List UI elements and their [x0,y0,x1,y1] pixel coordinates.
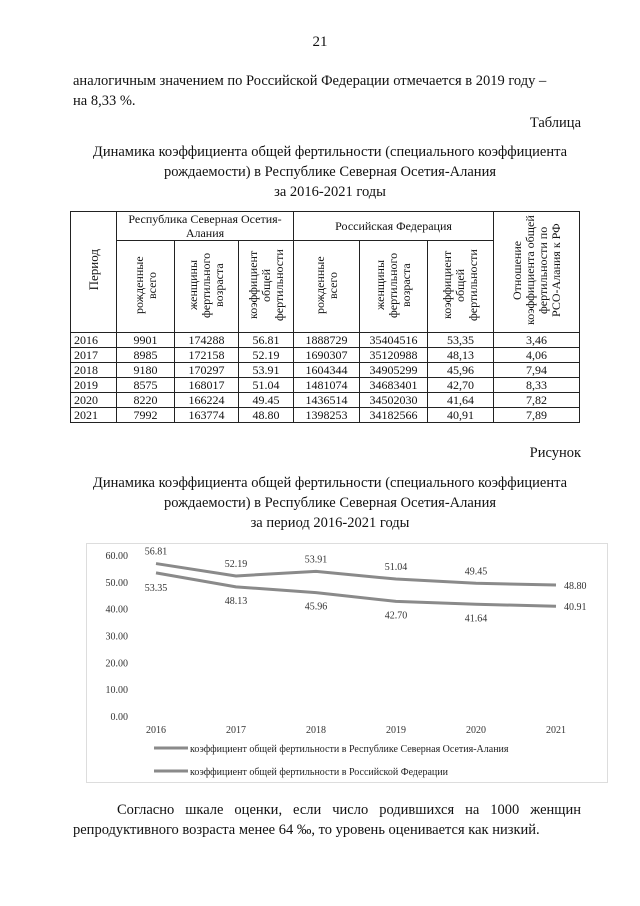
figure-title-line-1: Динамика коэффициента общей фертильности (специального коэффициента [92,475,568,491]
data-label: 52.19 [224,558,248,570]
cell-rso-women: 168017 [175,378,239,393]
table-row [71,393,580,408]
cell-ratio: 3,46 [494,333,580,348]
header-rf-coef: коэффициент общей фертильности [428,241,494,333]
y-tick-label: 60.00 [105,551,128,562]
header-ratio: Отношение коэффициента общей фертильности по РСО-Алания к РФ [494,212,580,333]
data-label: 53.91 [304,554,328,566]
data-label: 42.70 [384,610,408,622]
cell-rf-women: 34502030 [360,393,428,408]
x-tick-label: 2019 [386,725,406,736]
data-label: 51.04 [384,562,408,574]
cell-rf-births: 1436514 [294,393,360,408]
cell-rso-coef: 52.19 [239,348,294,363]
cell-rf-births: 1481074 [294,378,360,393]
table-row [71,348,580,363]
cell-rso-coef: 48.80 [239,408,294,423]
data-label: 41.64 [464,613,488,625]
cell-rso-coef: 53.91 [239,363,294,378]
cell-rf-coef: 41,64 [428,393,494,408]
header-period: Период [71,212,117,333]
cell-ratio: 4,06 [494,348,580,363]
header-rso-births: рожденные всего [117,241,175,333]
data-label: 40.91 [564,602,587,614]
cell-rso-coef: 49.45 [239,393,294,408]
table-row [71,363,580,378]
cell-rso-women: 170297 [175,363,239,378]
cell-rf-coef: 53,35 [428,333,494,348]
table-row [71,378,580,393]
cell-rf-births: 1690307 [294,348,360,363]
cell-year: 2019 [71,378,117,393]
cell-rf-women: 34905299 [360,363,428,378]
legend-label: коэффициент общей фертильности в Российской Федерации [190,767,448,778]
cell-rso-births: 9901 [117,333,175,348]
data-label: 49.45 [464,566,488,578]
cell-rso-women: 174288 [175,333,239,348]
cell-rso-coef: 51.04 [239,378,294,393]
cell-rf-births: 1398253 [294,408,360,423]
x-tick-label: 2018 [306,725,326,736]
cell-rf-coef: 45,96 [428,363,494,378]
cell-rf-coef: 48,13 [428,348,494,363]
figure-title-line-3: за период 2016-2021 годы [250,515,410,531]
data-label: 48.13 [224,595,248,607]
legend-label: коэффициент общей фертильности в Республике Северная Осетия-Алания [190,744,509,755]
table-row [71,408,580,423]
table-body [71,333,580,423]
cell-rf-women: 35404516 [360,333,428,348]
y-tick-label: 0.00 [110,712,128,723]
data-label: 45.96 [304,601,328,613]
cell-ratio: 7,82 [494,393,580,408]
x-tick-label: 2021 [546,725,566,736]
table-row [71,333,580,348]
header-rso-group: Республика Северная Осетия-Алания [117,212,294,241]
cell-rf-women: 35120988 [360,348,428,363]
cell-rso-births: 7992 [117,408,175,423]
cell-year: 2016 [71,333,117,348]
page-number: 21 [312,34,328,50]
table-title-line-1: Динамика коэффициента общей фертильности (специального коэффициента [92,144,568,160]
x-tick-label: 2017 [226,725,246,736]
cell-rso-births: 8575 [117,378,175,393]
header-rf-group: Российская Федерация [294,212,494,241]
data-label: 56.81 [144,546,168,558]
header-rso-women: женщины фертильного возраста [175,241,239,333]
y-tick-label: 20.00 [105,658,128,670]
cell-rso-women: 166224 [175,393,239,408]
cell-ratio: 7,94 [494,363,580,378]
cell-rf-births: 1604344 [294,363,360,378]
intro-line-1: аналогичным значением по Российской Федерации отмечается в 2019 году – [73,73,547,89]
cell-rf-births: 1888729 [294,333,360,348]
cell-rso-births: 9180 [117,363,175,378]
cell-year: 2020 [71,393,117,408]
header-rf-births: рожденные всего [294,241,360,333]
cell-ratio: 7,89 [494,408,580,423]
cell-ratio: 8,33 [494,378,580,393]
conclusion-line-2: репродуктивного возраста менее 64 ‰, то уровень оценивается как низкий. [73,822,540,838]
y-tick-label: 40.00 [105,604,128,616]
intro-line-2: на 8,33 %. [73,93,136,109]
figure-title-line-2: рождаемости) в Республике Северная Осетия-Алания [164,495,496,511]
y-tick-label: 50.00 [105,577,128,589]
figure-label: Рисунок [529,445,581,461]
cell-rso-women: 172158 [175,348,239,363]
table-title-line-2: рождаемости) в Республике Северная Осетия-Алания [164,164,496,180]
fertility-line-chart [86,543,608,783]
cell-rso-births: 8220 [117,393,175,408]
cell-rso-coef: 56.81 [239,333,294,348]
cell-rso-births: 8985 [117,348,175,363]
cell-year: 2017 [71,348,117,363]
y-tick-label: 10.00 [105,685,128,697]
cell-rso-women: 163774 [175,408,239,423]
conclusion-line-1: Согласно шкале оценки, если число родившихся на 1000 женщин [117,802,581,818]
x-tick-label: 2020 [466,725,486,736]
data-label: 48.80 [564,581,587,593]
data-label: 53.35 [144,582,168,594]
fertility-table [70,211,580,423]
cell-rf-women: 34182566 [360,408,428,423]
cell-rf-women: 34683401 [360,378,428,393]
table-title-line-3: за 2016-2021 годы [274,184,386,200]
cell-rf-coef: 42,70 [428,378,494,393]
cell-rf-coef: 40,91 [428,408,494,423]
x-tick-label: 2016 [146,725,166,736]
y-tick-label: 30.00 [105,631,128,643]
header-rf-women: женщины фертильного возраста [360,241,428,333]
header-rso-coef: коэффициент общей фертильности [239,241,294,333]
cell-year: 2018 [71,363,117,378]
cell-year: 2021 [71,408,117,423]
table-label: Таблица [529,115,581,131]
series-line-rf [156,573,556,606]
